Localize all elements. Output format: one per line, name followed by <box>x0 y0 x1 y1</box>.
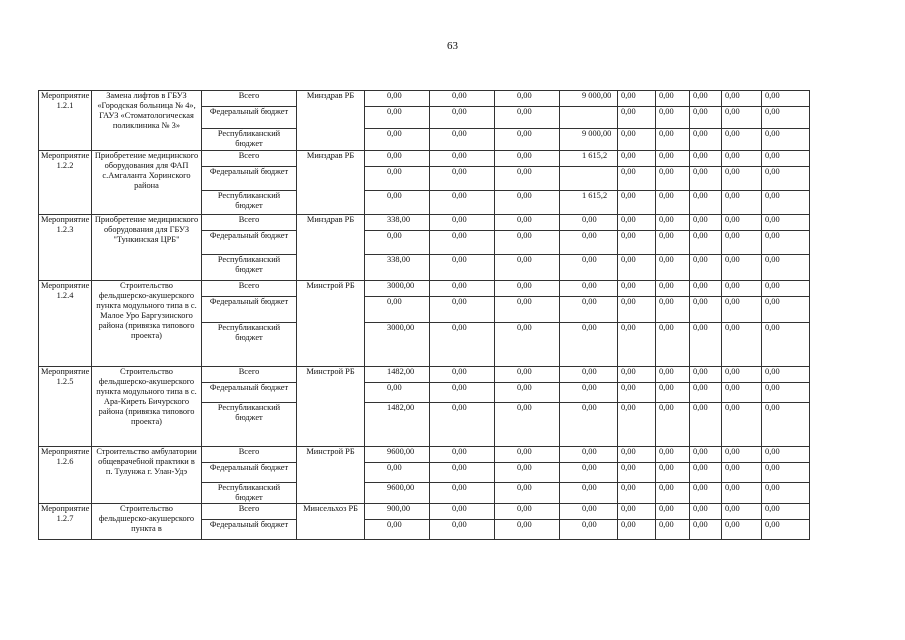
value-cell: 0,00 <box>656 297 690 323</box>
value-cell: 0,00 <box>690 447 722 463</box>
measure-code: Мероприятие 1.2.3 <box>39 215 92 281</box>
value-cell: 0,00 <box>495 129 560 151</box>
value-cell: 0,00 <box>722 403 762 447</box>
value-cell: 0,00 <box>690 504 722 520</box>
value-cell: 0,00 <box>495 463 560 483</box>
value-cell: 0,00 <box>762 447 810 463</box>
value-cell: 0,00 <box>690 191 722 215</box>
value-cell: 0,00 <box>430 191 495 215</box>
value-cell: 0,00 <box>722 463 762 483</box>
value-cell: 0,00 <box>430 151 495 167</box>
value-cell: 0,00 <box>690 297 722 323</box>
value-cell: 0,00 <box>495 297 560 323</box>
executor: Минздрав РБ <box>297 91 365 151</box>
table-row <box>39 91 810 107</box>
value-cell: 0,00 <box>365 520 430 540</box>
measure-name: Строительство фельдшерско-акушерского пункта в <box>92 504 202 540</box>
value-cell: 0,00 <box>560 231 618 255</box>
value-cell: 0,00 <box>656 463 690 483</box>
value-cell: 0,00 <box>762 323 810 367</box>
value-cell: 3000,00 <box>365 281 430 297</box>
value-cell: 0,00 <box>690 463 722 483</box>
value-cell: 0,00 <box>495 191 560 215</box>
budget-source: Республиканский бюджет <box>202 323 297 367</box>
value-cell: 0,00 <box>690 215 722 231</box>
value-cell: 0,00 <box>722 323 762 367</box>
value-cell: 0,00 <box>618 447 656 463</box>
table-row <box>39 367 810 383</box>
budget-source: Республиканский бюджет <box>202 483 297 504</box>
value-cell: 0,00 <box>762 483 810 504</box>
table-row <box>39 447 810 463</box>
value-cell: 0,00 <box>365 383 430 403</box>
value-cell: 0,00 <box>495 323 560 367</box>
value-cell: 0,00 <box>762 107 810 129</box>
value-cell: 0,00 <box>618 383 656 403</box>
value-cell: 0,00 <box>560 447 618 463</box>
value-cell: 0,00 <box>495 231 560 255</box>
value-cell: 0,00 <box>762 383 810 403</box>
value-cell: 0,00 <box>722 129 762 151</box>
value-cell: 0,00 <box>722 255 762 281</box>
value-cell: 0,00 <box>722 447 762 463</box>
budget-table <box>38 90 810 540</box>
value-cell: 0,00 <box>762 367 810 383</box>
value-cell: 0,00 <box>560 504 618 520</box>
value-cell: 0,00 <box>560 215 618 231</box>
value-cell <box>560 167 618 191</box>
measure-name: Строительство амбулатории общеврачебной практики в п. Тулунжа г. Улан-Удэ <box>92 447 202 504</box>
value-cell: 9600,00 <box>365 483 430 504</box>
value-cell: 0,00 <box>722 281 762 297</box>
table-row <box>39 215 810 231</box>
value-cell: 0,00 <box>656 129 690 151</box>
value-cell: 0,00 <box>762 520 810 540</box>
value-cell: 0,00 <box>762 215 810 231</box>
value-cell: 0,00 <box>365 91 430 107</box>
value-cell: 0,00 <box>430 91 495 107</box>
value-cell: 0,00 <box>690 520 722 540</box>
value-cell: 0,00 <box>495 367 560 383</box>
executor: Минздрав РБ <box>297 151 365 215</box>
budget-source: Республиканский бюджет <box>202 129 297 151</box>
value-cell: 0,00 <box>656 191 690 215</box>
budget-source: Федеральный бюджет <box>202 167 297 191</box>
value-cell: 0,00 <box>495 520 560 540</box>
value-cell: 0,00 <box>495 483 560 504</box>
value-cell: 0,00 <box>690 323 722 367</box>
budget-source: Всего <box>202 447 297 463</box>
value-cell: 0,00 <box>495 91 560 107</box>
value-cell: 0,00 <box>690 167 722 191</box>
value-cell: 0,00 <box>722 215 762 231</box>
value-cell: 0,00 <box>722 520 762 540</box>
value-cell: 0,00 <box>722 167 762 191</box>
executor: Минстрой РБ <box>297 281 365 367</box>
measure-code: Мероприятие 1.2.1 <box>39 91 92 151</box>
value-cell: 0,00 <box>365 167 430 191</box>
value-cell: 0,00 <box>722 91 762 107</box>
value-cell: 0,00 <box>495 255 560 281</box>
value-cell: 0,00 <box>495 151 560 167</box>
value-cell: 0,00 <box>762 403 810 447</box>
value-cell: 0,00 <box>762 255 810 281</box>
value-cell: 0,00 <box>656 107 690 129</box>
table-row <box>39 151 810 167</box>
value-cell: 0,00 <box>656 151 690 167</box>
value-cell: 0,00 <box>690 129 722 151</box>
budget-source: Всего <box>202 151 297 167</box>
budget-source: Федеральный бюджет <box>202 520 297 540</box>
value-cell: 0,00 <box>690 281 722 297</box>
value-cell: 0,00 <box>560 255 618 281</box>
value-cell: 0,00 <box>560 281 618 297</box>
value-cell: 0,00 <box>618 520 656 540</box>
value-cell: 0,00 <box>656 403 690 447</box>
value-cell: 0,00 <box>762 129 810 151</box>
budget-source: Всего <box>202 367 297 383</box>
measure-name: Строительство фельдшерско-акушерского пункта модульного типа в с. Ара-Киреть Бичурского района (привязка типового проекта) <box>92 367 202 447</box>
value-cell: 0,00 <box>762 281 810 297</box>
value-cell: 0,00 <box>618 231 656 255</box>
value-cell: 1482,00 <box>365 367 430 383</box>
executor: Минстрой РБ <box>297 367 365 447</box>
measure-code: Мероприятие 1.2.5 <box>39 367 92 447</box>
value-cell: 0,00 <box>690 91 722 107</box>
value-cell: 0,00 <box>618 367 656 383</box>
value-cell: 0,00 <box>656 281 690 297</box>
value-cell: 0,00 <box>365 297 430 323</box>
value-cell: 9 000,00 <box>560 91 618 107</box>
value-cell: 0,00 <box>690 367 722 383</box>
budget-source: Всего <box>202 281 297 297</box>
value-cell: 0,00 <box>365 107 430 129</box>
value-cell: 0,00 <box>722 483 762 504</box>
value-cell: 9600,00 <box>365 447 430 463</box>
value-cell: 0,00 <box>722 231 762 255</box>
value-cell: 0,00 <box>560 383 618 403</box>
value-cell: 0,00 <box>430 483 495 504</box>
value-cell: 0,00 <box>430 463 495 483</box>
value-cell: 0,00 <box>656 167 690 191</box>
value-cell: 0,00 <box>430 167 495 191</box>
budget-source: Федеральный бюджет <box>202 231 297 255</box>
value-cell: 0,00 <box>495 215 560 231</box>
measure-code: Мероприятие 1.2.7 <box>39 504 92 540</box>
value-cell: 0,00 <box>656 504 690 520</box>
table-body <box>39 91 810 540</box>
value-cell: 0,00 <box>365 231 430 255</box>
value-cell: 0,00 <box>618 403 656 447</box>
page-number: 63 <box>447 40 458 52</box>
value-cell: 0,00 <box>495 167 560 191</box>
value-cell: 0,00 <box>495 281 560 297</box>
budget-source: Федеральный бюджет <box>202 297 297 323</box>
value-cell: 0,00 <box>722 107 762 129</box>
measure-name: Приобретение медицинского оборудования для ГБУЗ "Тункинская ЦРБ" <box>92 215 202 281</box>
value-cell: 0,00 <box>430 323 495 367</box>
budget-source: Всего <box>202 215 297 231</box>
value-cell: 0,00 <box>722 367 762 383</box>
value-cell: 0,00 <box>762 191 810 215</box>
measure-code: Мероприятие 1.2.4 <box>39 281 92 367</box>
budget-source: Всего <box>202 504 297 520</box>
value-cell: 0,00 <box>762 91 810 107</box>
value-cell: 1482,00 <box>365 403 430 447</box>
value-cell: 0,00 <box>618 297 656 323</box>
value-cell: 0,00 <box>495 447 560 463</box>
value-cell: 0,00 <box>656 323 690 367</box>
value-cell: 0,00 <box>618 483 656 504</box>
value-cell: 0,00 <box>430 281 495 297</box>
executor: Минздрав РБ <box>297 215 365 281</box>
value-cell: 0,00 <box>656 367 690 383</box>
value-cell: 9 000,00 <box>560 129 618 151</box>
value-cell: 0,00 <box>656 215 690 231</box>
value-cell: 0,00 <box>618 191 656 215</box>
value-cell: 1 615,2 <box>560 191 618 215</box>
budget-source: Республиканский бюджет <box>202 255 297 281</box>
value-cell: 0,00 <box>430 520 495 540</box>
value-cell: 0,00 <box>722 504 762 520</box>
value-cell: 0,00 <box>430 504 495 520</box>
budget-source: Республиканский бюджет <box>202 403 297 447</box>
value-cell: 0,00 <box>618 107 656 129</box>
value-cell: 338,00 <box>365 215 430 231</box>
value-cell: 0,00 <box>690 151 722 167</box>
value-cell: 0,00 <box>430 367 495 383</box>
value-cell: 0,00 <box>618 215 656 231</box>
budget-source: Федеральный бюджет <box>202 383 297 403</box>
value-cell: 0,00 <box>430 447 495 463</box>
value-cell: 0,00 <box>365 463 430 483</box>
value-cell: 0,00 <box>762 167 810 191</box>
value-cell: 0,00 <box>762 463 810 483</box>
value-cell: 0,00 <box>618 151 656 167</box>
value-cell: 0,00 <box>656 483 690 504</box>
value-cell: 0,00 <box>495 107 560 129</box>
value-cell: 0,00 <box>722 191 762 215</box>
value-cell: 0,00 <box>560 367 618 383</box>
budget-source: Федеральный бюджет <box>202 107 297 129</box>
measure-code: Мероприятие 1.2.6 <box>39 447 92 504</box>
value-cell: 0,00 <box>560 520 618 540</box>
value-cell: 0,00 <box>618 129 656 151</box>
value-cell: 0,00 <box>560 463 618 483</box>
value-cell: 0,00 <box>656 447 690 463</box>
value-cell: 0,00 <box>618 504 656 520</box>
value-cell <box>560 107 618 129</box>
value-cell: 0,00 <box>656 383 690 403</box>
value-cell: 0,00 <box>365 191 430 215</box>
value-cell: 0,00 <box>690 255 722 281</box>
value-cell: 0,00 <box>722 383 762 403</box>
value-cell: 0,00 <box>618 323 656 367</box>
value-cell: 0,00 <box>690 107 722 129</box>
value-cell: 0,00 <box>560 297 618 323</box>
value-cell: 0,00 <box>690 383 722 403</box>
table-row <box>39 281 810 297</box>
value-cell: 0,00 <box>560 403 618 447</box>
table-row <box>39 504 810 520</box>
value-cell: 0,00 <box>762 504 810 520</box>
budget-source: Всего <box>202 91 297 107</box>
value-cell: 0,00 <box>430 231 495 255</box>
value-cell: 338,00 <box>365 255 430 281</box>
value-cell: 900,00 <box>365 504 430 520</box>
value-cell: 0,00 <box>762 151 810 167</box>
value-cell: 0,00 <box>618 255 656 281</box>
value-cell: 0,00 <box>618 91 656 107</box>
value-cell: 0,00 <box>690 231 722 255</box>
measure-name: Строительство фельдшерско-акушерского пункта модульного типа в с. Малое Уро Баргузинского района (привязка типового проекта) <box>92 281 202 367</box>
value-cell: 0,00 <box>690 403 722 447</box>
value-cell: 0,00 <box>430 107 495 129</box>
budget-source: Федеральный бюджет <box>202 463 297 483</box>
value-cell: 0,00 <box>656 255 690 281</box>
value-cell: 0,00 <box>430 215 495 231</box>
value-cell: 0,00 <box>560 323 618 367</box>
value-cell: 0,00 <box>618 167 656 191</box>
value-cell: 0,00 <box>560 483 618 504</box>
value-cell: 0,00 <box>618 463 656 483</box>
value-cell: 0,00 <box>430 255 495 281</box>
measure-name: Приобретение медицинского оборудования для ФАП с.Амгаланта Хоринского района <box>92 151 202 215</box>
value-cell: 0,00 <box>365 151 430 167</box>
value-cell: 0,00 <box>430 383 495 403</box>
executor: Минсельхоз РБ <box>297 504 365 540</box>
value-cell: 0,00 <box>495 504 560 520</box>
value-cell: 0,00 <box>430 297 495 323</box>
value-cell: 0,00 <box>656 520 690 540</box>
measure-name: Замена лифтов в ГБУЗ «Городская больница № 4», ГАУЗ «Стоматологическая поликлиника № 3» <box>92 91 202 151</box>
value-cell: 0,00 <box>430 129 495 151</box>
value-cell: 0,00 <box>762 297 810 323</box>
budget-source: Республиканский бюджет <box>202 191 297 215</box>
executor: Минстрой РБ <box>297 447 365 504</box>
value-cell: 0,00 <box>690 483 722 504</box>
value-cell: 0,00 <box>656 231 690 255</box>
value-cell: 0,00 <box>656 91 690 107</box>
value-cell: 0,00 <box>722 151 762 167</box>
value-cell: 0,00 <box>430 403 495 447</box>
measure-code: Мероприятие 1.2.2 <box>39 151 92 215</box>
value-cell: 0,00 <box>495 403 560 447</box>
value-cell: 0,00 <box>495 383 560 403</box>
value-cell: 3000,00 <box>365 323 430 367</box>
value-cell: 0,00 <box>618 281 656 297</box>
value-cell: 0,00 <box>722 297 762 323</box>
value-cell: 0,00 <box>365 129 430 151</box>
value-cell: 1 615,2 <box>560 151 618 167</box>
value-cell: 0,00 <box>762 231 810 255</box>
